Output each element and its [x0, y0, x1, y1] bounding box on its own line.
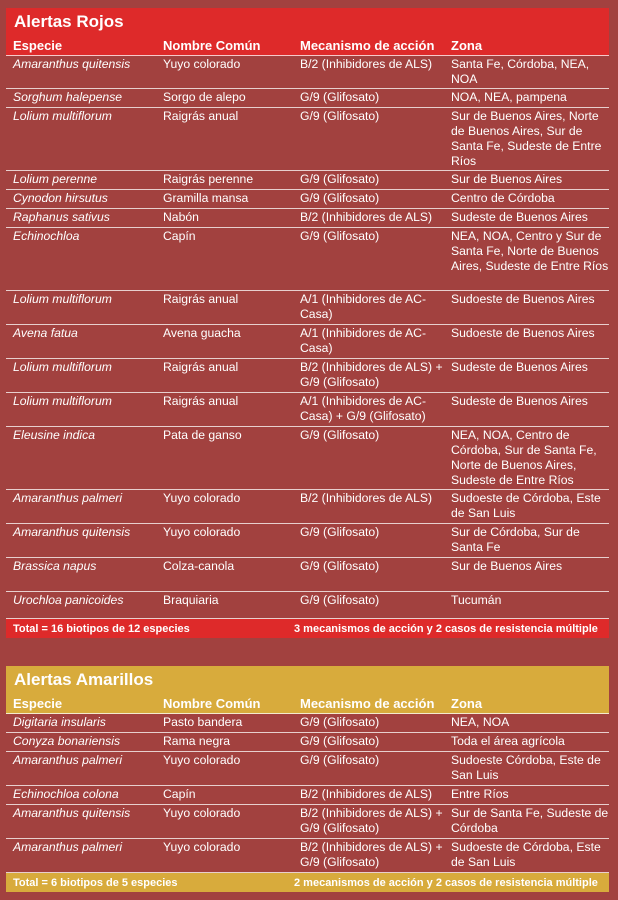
- cell-zona: Sur de Buenos Aires: [451, 172, 563, 186]
- cell-especie: Cynodon hirsutus: [13, 191, 108, 205]
- cell-zona: Sudoeste de Buenos Aires: [451, 292, 595, 306]
- header-mecanismo: Mecanismo de acción: [300, 37, 435, 53]
- cell-nombre-comun: Capín: [163, 787, 196, 801]
- cell-mecanismo: A/1 (Inhibidores de AC-Casa) + G/9 (Glifosato): [300, 394, 427, 423]
- cell-nombre-comun: Yuyo colorado: [163, 525, 241, 539]
- cell-zona: Sudeste de Buenos Aires: [451, 360, 588, 374]
- table-row: [6, 228, 609, 291]
- cell-mecanismo: G/9 (Glifosato): [300, 715, 380, 729]
- red-alerts-section: [6, 8, 609, 638]
- cell-nombre-comun: Capín: [163, 229, 196, 243]
- red-table-header: [6, 35, 609, 56]
- cell-zona: Tucumán: [451, 593, 502, 607]
- table-row: [6, 592, 609, 619]
- yellow-total-left: Total = 6 biotipos de 5 especies: [13, 876, 178, 889]
- table-row: [6, 325, 609, 359]
- cell-zona: Sur de Córdoba, Sur de Santa Fe: [451, 525, 580, 554]
- cell-nombre-comun: Rama negra: [163, 734, 231, 748]
- cell-especie: Digitaria insularis: [13, 715, 106, 729]
- cell-mecanismo: B/2 (Inhibidores de ALS) + G/9 (Glifosato): [300, 806, 443, 835]
- table-row: [6, 786, 609, 805]
- header-zona: Zona: [451, 37, 483, 53]
- cell-nombre-comun: Nabón: [163, 210, 199, 224]
- cell-zona: NEA, NOA: [451, 715, 510, 729]
- cell-nombre-comun: Yuyo colorado: [163, 806, 241, 820]
- table-row: [6, 805, 609, 839]
- cell-mecanismo: G/9 (Glifosato): [300, 172, 380, 186]
- yellow-table-header: [6, 693, 609, 714]
- cell-zona: Sudoeste de Buenos Aires: [451, 326, 595, 340]
- cell-mecanismo: B/2 (Inhibidores de ALS) + G/9 (Glifosato): [300, 360, 443, 389]
- cell-zona: Sur de Buenos Aires: [451, 559, 563, 573]
- cell-zona: Entre Ríos: [451, 787, 509, 801]
- cell-mecanismo: B/2 (Inhibidores de ALS): [300, 210, 433, 224]
- cell-zona: Santa Fe, Córdoba, NEA, NOA: [451, 57, 590, 86]
- cell-nombre-comun: Yuyo colorado: [163, 753, 241, 767]
- table-row: [6, 839, 609, 873]
- cell-especie: Amaranthus quitensis: [13, 806, 131, 820]
- cell-zona: Sudeste de Buenos Aires: [451, 394, 588, 408]
- cell-zona: Sur de Buenos Aires, Norte de Buenos Aires, Sur de Santa Fe, Sudeste de Entre Ríos: [451, 109, 602, 168]
- cell-zona: NEA, NOA, Centro y Sur de Santa Fe, Norte de Buenos Aires, Sudeste de Entre Ríos: [451, 229, 609, 273]
- cell-nombre-comun: Pata de ganso: [163, 428, 242, 442]
- cell-nombre-comun: Yuyo colorado: [163, 57, 241, 71]
- cell-mecanismo: A/1 (Inhibidores de AC-Casa): [300, 326, 427, 355]
- cell-especie: Amaranthus palmeri: [13, 491, 123, 505]
- yellow-table-body: [6, 714, 609, 873]
- table-row: [6, 108, 609, 171]
- cell-especie: Lolium multiflorum: [13, 109, 112, 123]
- cell-mecanismo: B/2 (Inhibidores de ALS): [300, 491, 433, 505]
- cell-especie: Amaranthus palmeri: [13, 753, 123, 767]
- red-total-right: 3 mecanismos de acción y 2 casos de resistencia múltiple: [294, 622, 598, 635]
- header-especie: Especie: [13, 37, 63, 53]
- cell-zona: Sudeste de Buenos Aires: [451, 210, 588, 224]
- cell-nombre-comun: Yuyo colorado: [163, 491, 241, 505]
- cell-mecanismo: G/9 (Glifosato): [300, 428, 380, 442]
- cell-zona: NEA, NOA, Centro de Córdoba, Sur de Santa Fe, Norte de Buenos Aires, Sudeste de Entre Ríos: [451, 428, 597, 487]
- header-zona: Zona: [451, 695, 483, 711]
- table-row: [6, 733, 609, 752]
- cell-nombre-comun: Raigrás anual: [163, 109, 239, 123]
- table-row: [6, 393, 609, 427]
- cell-mecanismo: G/9 (Glifosato): [300, 559, 380, 573]
- table-row: [6, 558, 609, 592]
- table-row: [6, 714, 609, 733]
- cell-mecanismo: G/9 (Glifosato): [300, 229, 380, 243]
- cell-nombre-comun: Sorgo de alepo: [163, 90, 246, 104]
- cell-zona: Sur de Santa Fe, Sudeste de Córdoba: [451, 806, 609, 835]
- red-table-body: [6, 56, 609, 619]
- table-row: [6, 359, 609, 393]
- cell-mecanismo: A/1 (Inhibidores de AC-Casa): [300, 292, 427, 321]
- cell-nombre-comun: Gramilla mansa: [163, 191, 249, 205]
- table-row: [6, 490, 609, 524]
- cell-especie: Lolium multiflorum: [13, 292, 112, 306]
- red-alerts-title: Alertas Rojos: [6, 8, 609, 35]
- cell-nombre-comun: Raigrás anual: [163, 292, 239, 306]
- cell-especie: Echinochloa: [13, 229, 80, 243]
- header-nombre-comun: Nombre Común: [163, 695, 261, 711]
- table-row: [6, 89, 609, 108]
- header-nombre-comun: Nombre Común: [163, 37, 261, 53]
- cell-especie: Echinochloa colona: [13, 787, 119, 801]
- cell-especie: Eleusine indica: [13, 428, 95, 442]
- cell-nombre-comun: Avena guacha: [163, 326, 241, 340]
- cell-nombre-comun: Braquiaria: [163, 593, 219, 607]
- cell-mecanismo: B/2 (Inhibidores de ALS) + G/9 (Glifosato): [300, 840, 443, 869]
- yellow-total-right: 2 mecanismos de acción y 2 casos de resistencia múltiple: [294, 876, 598, 889]
- cell-especie: Urochloa panicoides: [13, 593, 124, 607]
- table-row: [6, 524, 609, 558]
- table-row: [6, 291, 609, 325]
- cell-especie: Amaranthus quitensis: [13, 57, 131, 71]
- cell-mecanismo: G/9 (Glifosato): [300, 753, 380, 767]
- cell-nombre-comun: Yuyo colorado: [163, 840, 241, 854]
- cell-mecanismo: G/9 (Glifosato): [300, 109, 380, 123]
- cell-nombre-comun: Raigrás perenne: [163, 172, 254, 186]
- cell-especie: Raphanus sativus: [13, 210, 110, 224]
- cell-nombre-comun: Raigrás anual: [163, 394, 239, 408]
- header-mecanismo: Mecanismo de acción: [300, 695, 435, 711]
- cell-mecanismo: B/2 (Inhibidores de ALS): [300, 787, 433, 801]
- cell-nombre-comun: Colza-canola: [163, 559, 235, 573]
- yellow-total-row: [6, 873, 609, 892]
- cell-especie: Lolium multiflorum: [13, 394, 112, 408]
- cell-mecanismo: B/2 (Inhibidores de ALS): [300, 57, 433, 71]
- table-row: [6, 171, 609, 190]
- cell-especie: Lolium multiflorum: [13, 360, 112, 374]
- table-row: [6, 427, 609, 490]
- cell-zona: NOA, NEA, pampena: [451, 90, 567, 104]
- cell-zona: Sudoeste de Córdoba, Este de San Luis: [451, 491, 601, 520]
- cell-especie: Avena fatua: [13, 326, 78, 340]
- cell-mecanismo: G/9 (Glifosato): [300, 191, 380, 205]
- cell-especie: Brassica napus: [13, 559, 97, 573]
- table-row: [6, 190, 609, 209]
- cell-mecanismo: G/9 (Glifosato): [300, 525, 380, 539]
- yellow-alerts-section: [6, 666, 609, 892]
- cell-nombre-comun: Pasto bandera: [163, 715, 243, 729]
- red-total-row: [6, 619, 609, 638]
- cell-zona: Centro de Córdoba: [451, 191, 555, 205]
- table-row: [6, 752, 609, 786]
- header-especie: Especie: [13, 695, 63, 711]
- cell-mecanismo: G/9 (Glifosato): [300, 90, 380, 104]
- cell-zona: Sudoeste de Córdoba, Este de San Luis: [451, 840, 601, 869]
- cell-especie: Sorghum halepense: [13, 90, 123, 104]
- cell-mecanismo: G/9 (Glifosato): [300, 593, 380, 607]
- yellow-alerts-title: Alertas Amarillos: [6, 666, 609, 693]
- red-total-left: Total = 16 biotipos de 12 especies: [13, 622, 190, 635]
- cell-zona: Toda el área agrícola: [451, 734, 565, 748]
- cell-especie: Amaranthus quitensis: [13, 525, 131, 539]
- cell-mecanismo: G/9 (Glifosato): [300, 734, 380, 748]
- cell-zona: Sudoeste Córdoba, Este de San Luis: [451, 753, 601, 782]
- cell-especie: Conyza bonariensis: [13, 734, 121, 748]
- table-row: [6, 209, 609, 228]
- cell-nombre-comun: Raigrás anual: [163, 360, 239, 374]
- cell-especie: Amaranthus palmeri: [13, 840, 123, 854]
- cell-especie: Lolium perenne: [13, 172, 98, 186]
- table-row: [6, 56, 609, 89]
